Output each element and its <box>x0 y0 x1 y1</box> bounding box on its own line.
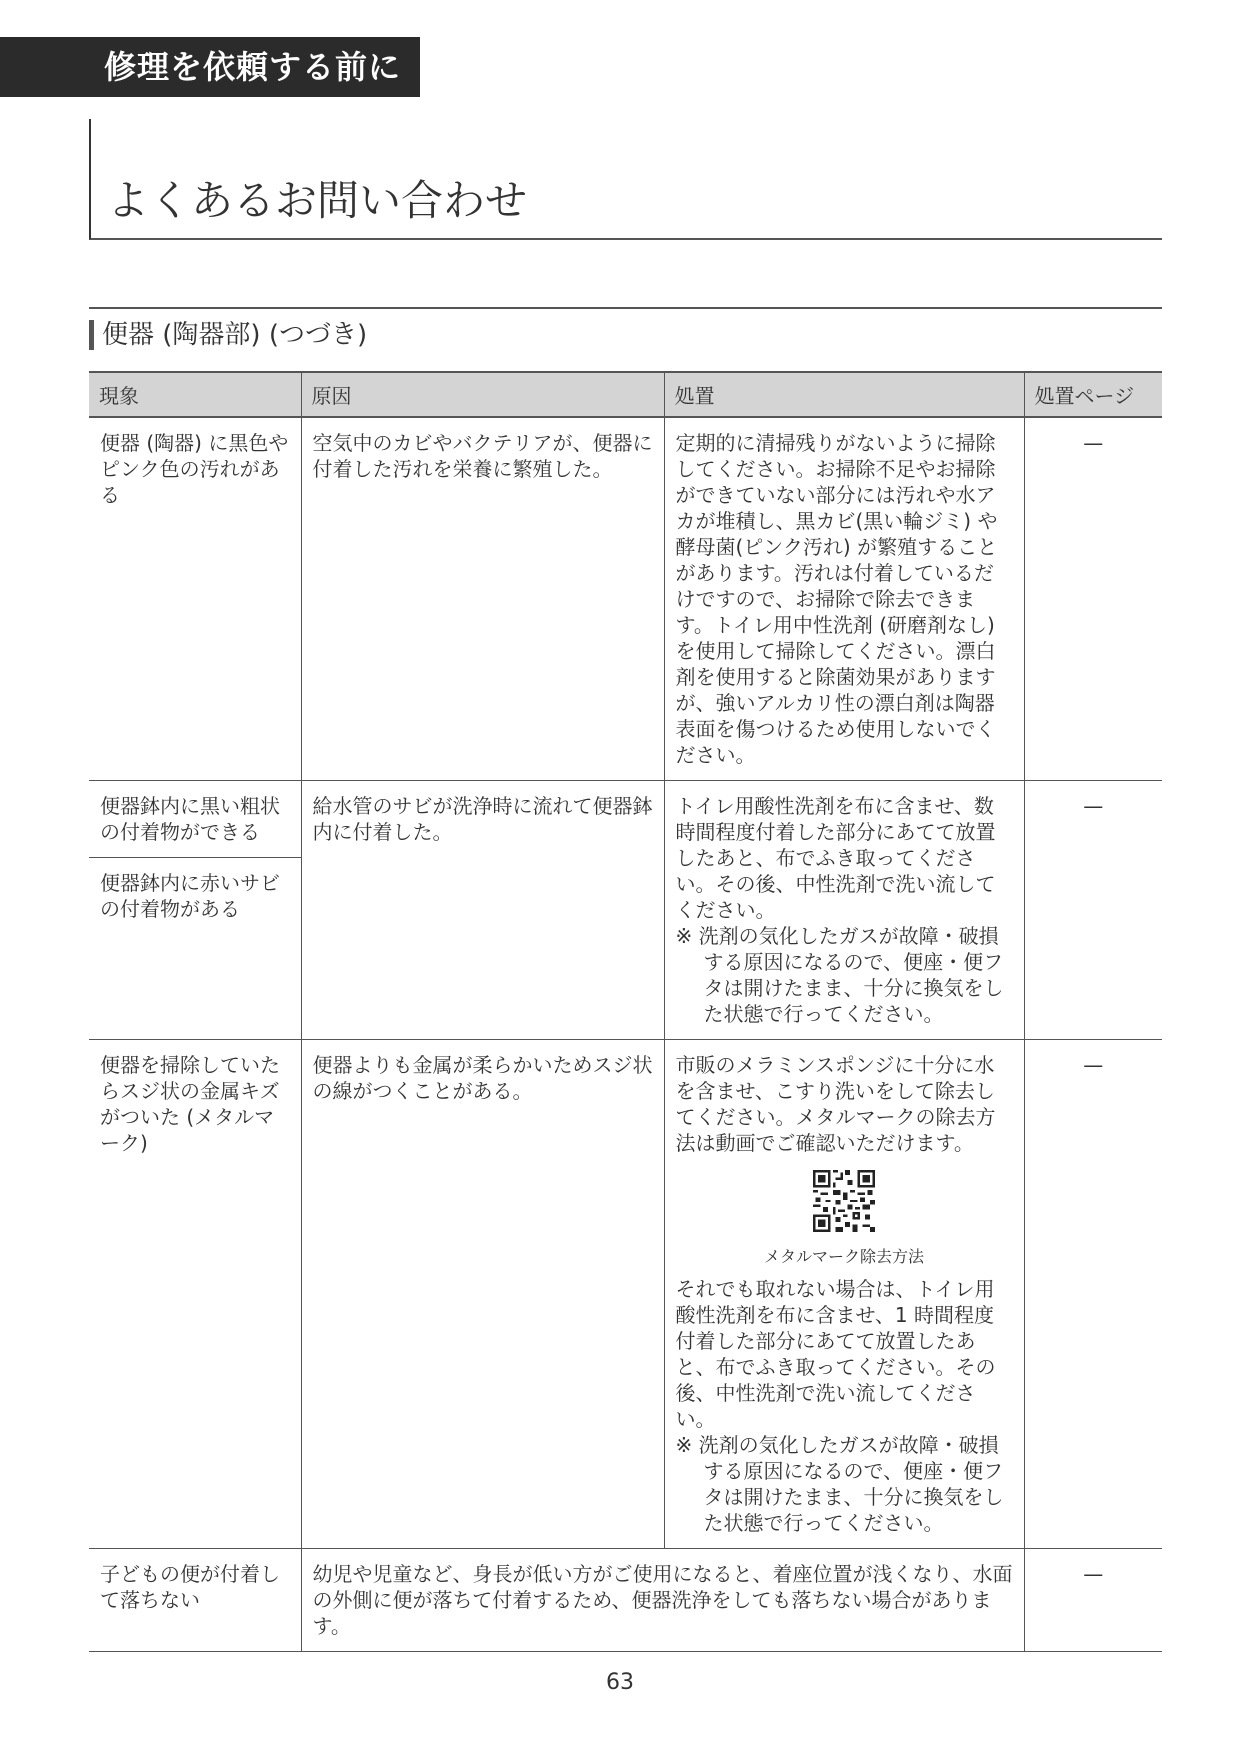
action-text: それでも取れない場合は、トイレ用酸性洗剤を布に含ませ、1 時間程度付着した部分にあてて放置したあと、布でふき取ってください。その後、中性洗剤で洗い流してください。 <box>675 1277 996 1431</box>
caution-note: ※ 洗剤の気化したガスが故障・破損する原因になるので、便座・便フタは開けたまま、十分に換気をした状態で行ってください。 <box>675 924 1004 1026</box>
symptom-cell: 便器鉢内に赤いサビの付着物がある <box>89 858 301 1040</box>
page-cell: — <box>1024 781 1162 1040</box>
chapter-banner: 修理を依頼する前に <box>0 37 420 97</box>
action-cell <box>664 1040 1024 1549</box>
section-divider <box>89 307 1162 309</box>
qr-caption: メタルマーク除去方法 <box>763 1247 924 1266</box>
faq-table <box>89 371 1162 1652</box>
cause-cell: 空気中のカビやバクテリアが、便器に付着した汚れを栄養に繁殖した。 <box>301 417 664 781</box>
symptom-cell: 便器鉢内に黒い粗状の付着物ができる <box>89 781 301 858</box>
header-page: 処置ページ <box>1024 372 1162 417</box>
header-symptom: 現象 <box>89 372 301 417</box>
table-row <box>89 417 1162 781</box>
section-marker <box>89 320 94 350</box>
header-cause: 原因 <box>301 372 664 417</box>
qr-code-wrap <box>676 1170 1013 1238</box>
action-text: トイレ用酸性洗剤を布に含ませ、数時間程度付着した部分にあてて放置したあと、布でふき取ってください。その後、中性洗剤で洗い流してください。 <box>675 794 996 922</box>
symptom-cell: 便器を掃除していたらスジ状の金属キズがついた (メタルマーク) <box>89 1040 301 1549</box>
page-cell: — <box>1024 1040 1162 1549</box>
page-cell: — <box>1024 417 1162 781</box>
header-action: 処置 <box>664 372 1024 417</box>
qr-code-icon[interactable] <box>813 1170 875 1232</box>
page-number: 63 <box>606 1670 634 1695</box>
cause-cell: 給水管のサビが洗浄時に流れて便器鉢内に付着した。 <box>301 781 664 1040</box>
action-cell <box>664 781 1024 1040</box>
section-title: 便器 (陶器部) (つづき) <box>102 320 368 350</box>
action-text: 市販のメラミンスポンジに十分に水を含ませ、こすり洗いをして除去してください。メタルマークの除去方法は動画でご確認いただけます。 <box>675 1053 996 1155</box>
symptom-cell: 便器 (陶器) に黒色やピンク色の汚れがある <box>89 417 301 781</box>
table-header-row <box>89 372 1162 417</box>
table-row <box>89 781 1162 858</box>
table-row <box>89 1040 1162 1549</box>
page-cell: — <box>1024 1549 1162 1652</box>
cause-cell: 便器よりも金属が柔らかいためスジ状の線がつくことがある。 <box>301 1040 664 1549</box>
table-row <box>89 1549 1162 1652</box>
action-cell: 定期的に清掃残りがないように掃除してください。お掃除不足やお掃除ができていない部分には汚れや水アカが堆積し、黒カビ(黒い輪ジミ) や酵母菌(ピンク汚れ) が繁殖することがあります。汚れは付着しているだけですので、お掃除で除去できます。トイレ用中性洗剤 (研磨剤なし) を使用して掃除してください。漂白剤を使用すると除菌効果がありますが、強いアルカリ性の漂白剤は陶器表面を傷つけるため使用しないでください。 <box>664 417 1024 781</box>
caution-note: ※ 洗剤の気化したガスが故障・破損する原因になるので、便座・便フタは開けたまま、十分に換気をした状態で行ってください。 <box>675 1433 1004 1535</box>
page-title: よくあるお問い合わせ <box>107 176 528 225</box>
title-block <box>89 119 1162 240</box>
symptom-cell: 子どもの便が付着して落ちない <box>89 1549 301 1652</box>
cause-action-cell: 幼児や児童など、身長が低い方がご使用になると、着座位置が浅くなり、水面の外側に便が落ちて付着するため、便器洗浄をしても落ちない場合があります。 <box>301 1549 1024 1652</box>
